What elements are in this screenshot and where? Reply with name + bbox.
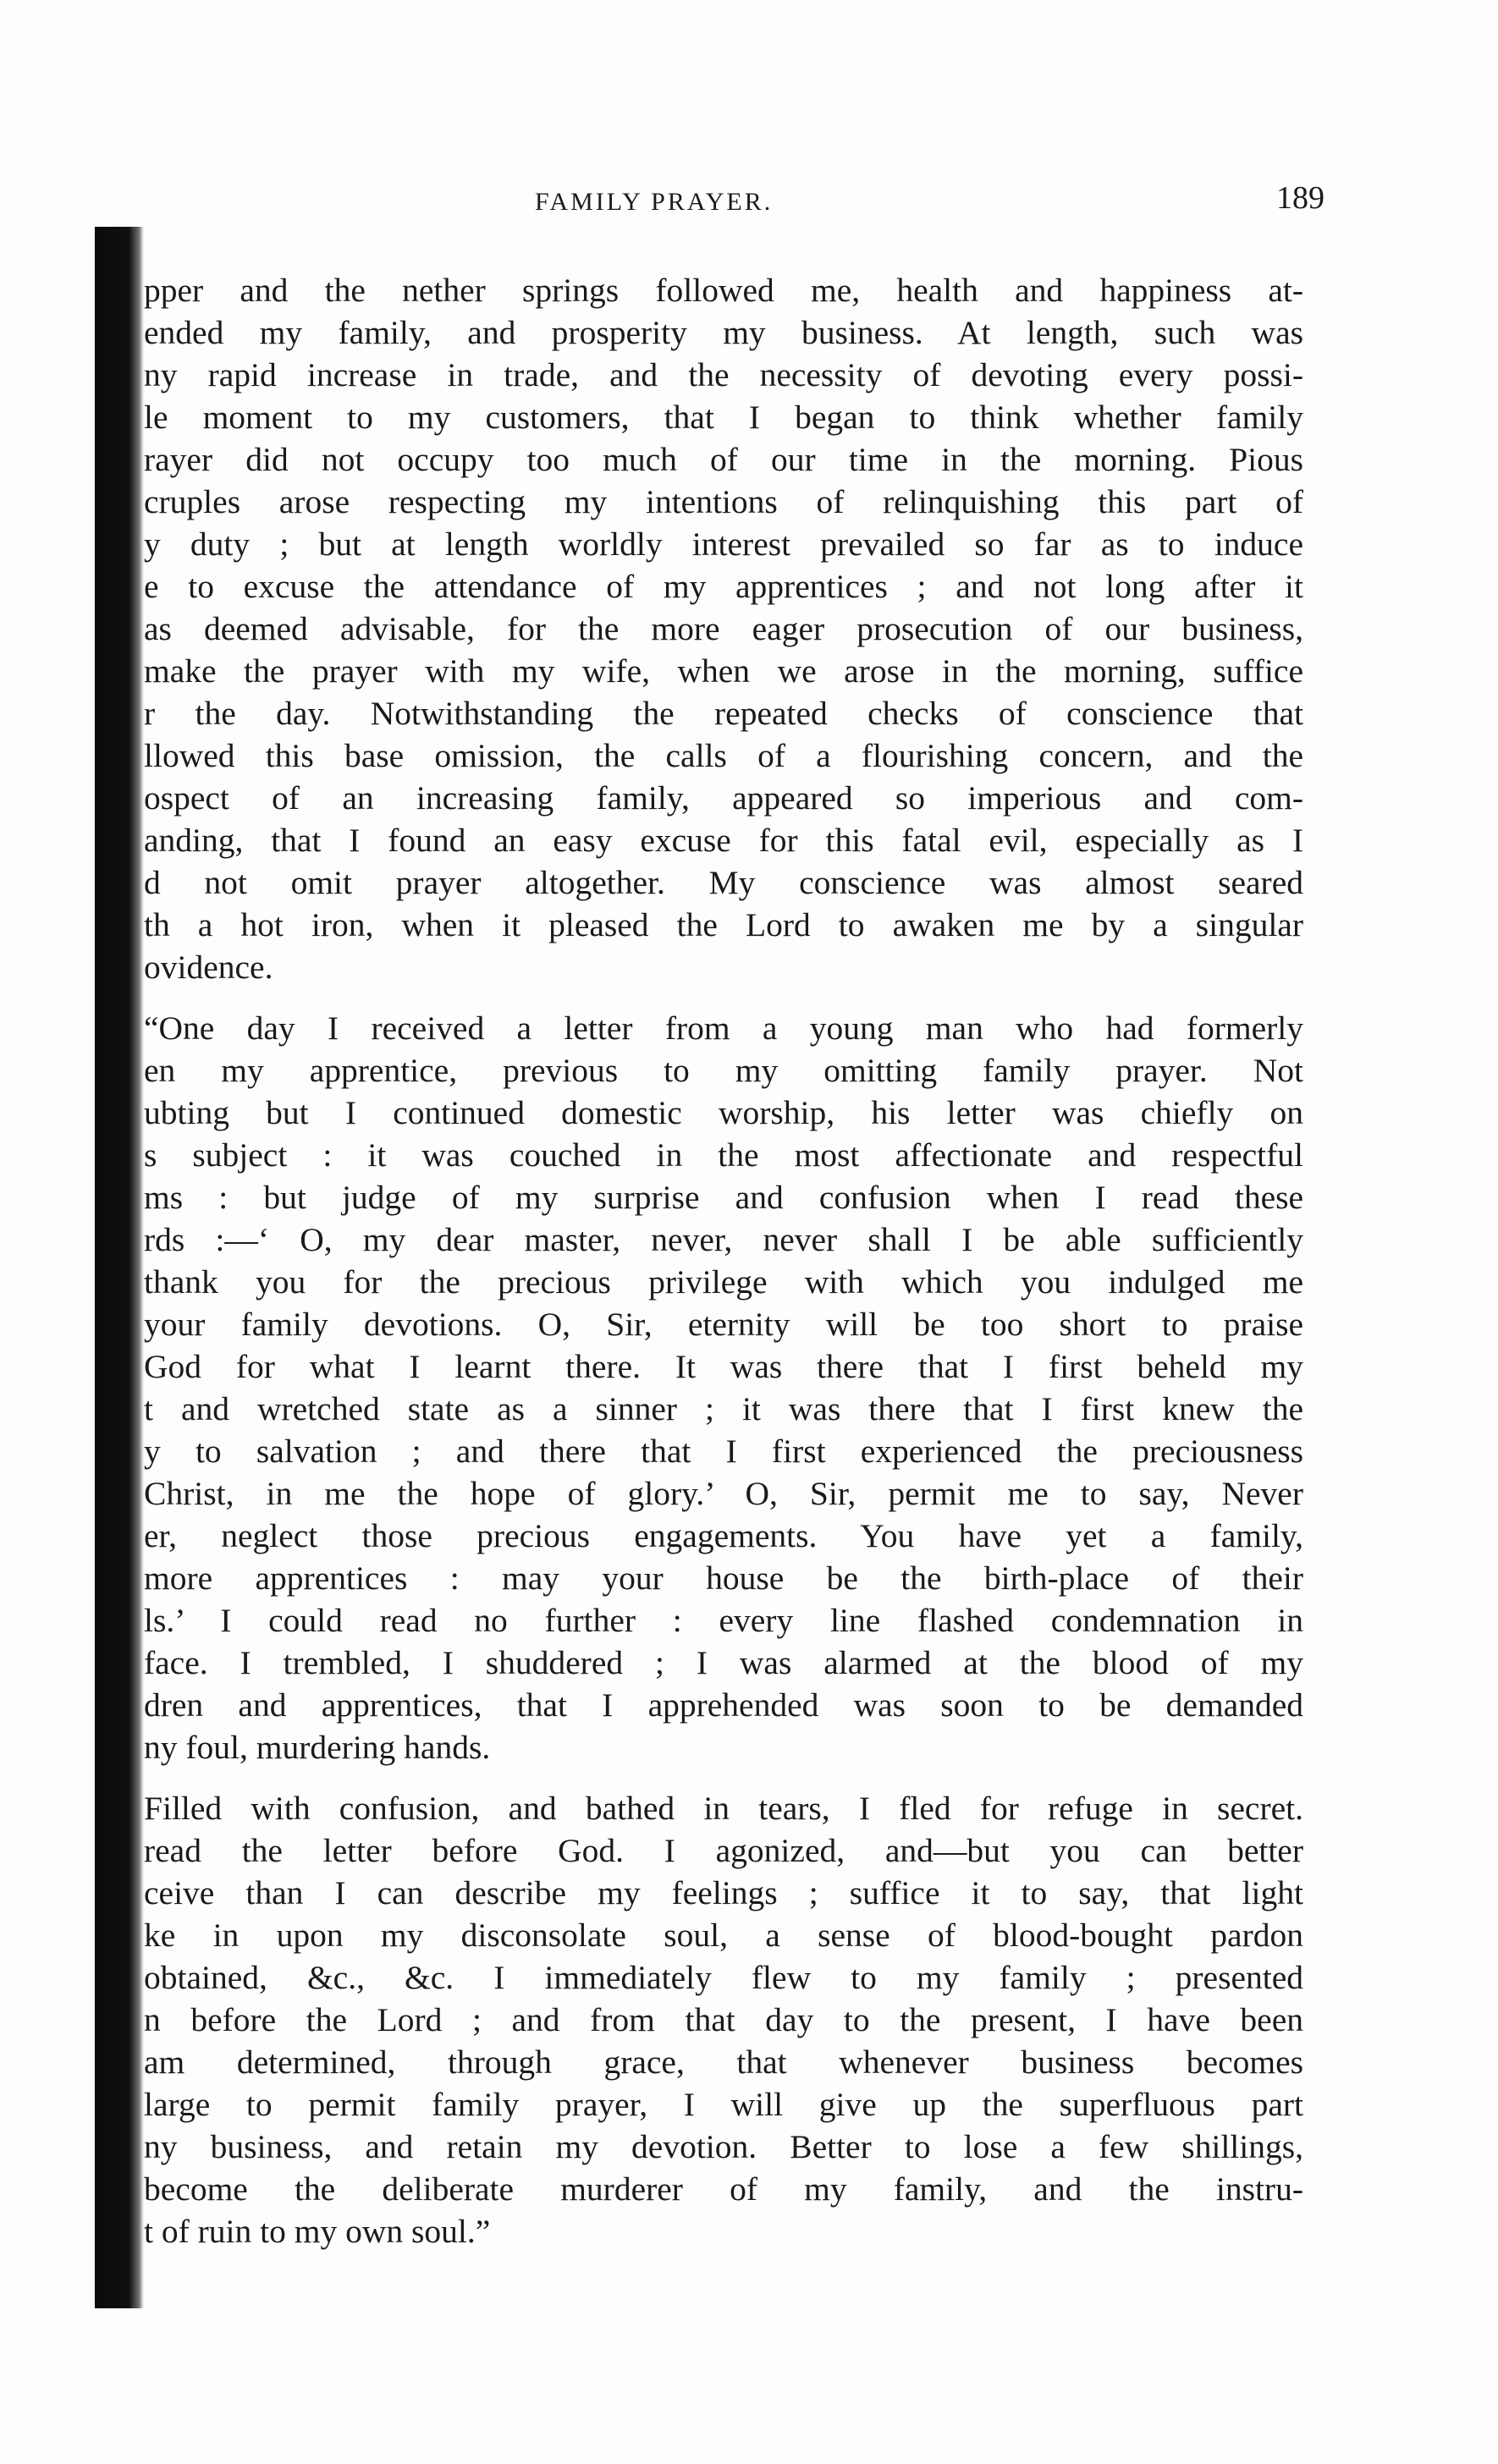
text-line: am determined, through grace, that whenever business becomes — [144, 2043, 1303, 2081]
text-line: “One day I received a letter from a young man who had formerly — [144, 1009, 1303, 1047]
text-line: rds :—‘ O, my dear master, never, never shall I be able sufficiently — [144, 1221, 1303, 1258]
body-text — [144, 269, 1303, 2252]
text-line: Filled with confusion, and bathed in tears, I fled for refuge in secret. — [144, 1790, 1303, 1827]
text-line: rayer did not occupy too much of our time in the morning. Pious — [144, 441, 1303, 478]
text-line: your family devotions. O, Sir, eternity will be too short to praise — [144, 1306, 1303, 1343]
text-line: y to salvation ; and there that I first experienced the preciousness — [144, 1433, 1303, 1470]
running-head: FAMILY PRAYER. — [535, 188, 774, 216]
text-line: y duty ; but at length worldly interest prevailed so far as to induce — [144, 525, 1303, 563]
page-number: 189 — [1276, 180, 1325, 216]
text-line: more apprentices : may your house be the birth-place of their — [144, 1559, 1303, 1597]
text-line: become the deliberate murderer of my family, and the instru- — [144, 2170, 1303, 2208]
text-line: dren and apprentices, that I apprehended was soon to be demanded — [144, 1686, 1303, 1724]
text-line: ubting but I continued domestic worship, his letter was chiefly on — [144, 1094, 1303, 1131]
text-line: t and wretched state as a sinner ; it was there that I first knew the — [144, 1390, 1303, 1427]
text-line: th a hot iron, when it pleased the Lord to awaken me by a singular — [144, 906, 1303, 943]
text-line: en my apprentice, previous to my omitting family prayer. Not — [144, 1052, 1303, 1089]
text-line: r the day. Notwithstanding the repeated checks of conscience that — [144, 695, 1303, 732]
text-line: pper and the nether springs followed me, health and happiness at- — [144, 272, 1303, 309]
text-line: ended my family, and prosperity my business. At length, such was — [144, 314, 1303, 351]
text-line: read the letter before God. I agonized, and—but you can better — [144, 1832, 1303, 1869]
text-line: ceive than I can describe my feelings ; suffice it to say, that light — [144, 1874, 1303, 1911]
paragraph-1 — [144, 269, 1303, 988]
text-line: Christ, in me the hope of glory.’ O, Sir, permit me to say, Never — [144, 1475, 1303, 1512]
text-line: ms : but judge of my surprise and confusion when I read these — [144, 1179, 1303, 1216]
text-line: n before the Lord ; and from that day to the present, I have been — [144, 2001, 1303, 2038]
paragraph-spacer — [144, 1768, 1303, 1787]
text-line: face. I trembled, I shuddered ; I was alarmed at the blood of my — [144, 1644, 1303, 1681]
paragraph-2 — [144, 1007, 1303, 1768]
text-line: ovidence. — [144, 949, 273, 986]
text-line: ls.’ I could read no further : every line flashed condemnation in — [144, 1602, 1303, 1639]
text-line: er, neglect those precious engagements. You have yet a family, — [144, 1517, 1303, 1554]
text-line: le moment to my customers, that I began to think whether family — [144, 399, 1303, 436]
text-line: ny rapid increase in trade, and the necessity of devoting every possi- — [144, 356, 1303, 393]
text-line: e to excuse the attendance of my apprentices ; and not long after it — [144, 568, 1303, 605]
text-line: llowed this base omission, the calls of a flourishing concern, and the — [144, 737, 1303, 774]
text-line: as deemed advisable, for the more eager prosecution of our business, — [144, 610, 1303, 647]
text-line: ke in upon my disconsolate soul, a sense of blood-bought pardon — [144, 1917, 1303, 1954]
paragraph-3 — [144, 1787, 1303, 2252]
text-line: large to permit family prayer, I will give up the superfluous part — [144, 2086, 1303, 2123]
text-line: anding, that I found an easy excuse for this fatal evil, especially as I — [144, 822, 1303, 859]
text-line: ospect of an increasing family, appeared so imperious and com- — [144, 779, 1303, 817]
text-line: make the prayer with my wife, when we arose in the morning, suffice — [144, 652, 1303, 690]
text-line: cruples arose respecting my intentions of relinquishing this part of — [144, 483, 1303, 520]
text-line: God for what I learnt there. It was there that I first beheld my — [144, 1348, 1303, 1385]
paragraph-spacer — [144, 988, 1303, 1007]
text-line: t of ruin to my own soul.” — [144, 2213, 491, 2250]
text-line: s subject : it was couched in the most affectionate and respectful — [144, 1136, 1303, 1174]
binding-shadow — [95, 227, 144, 2308]
text-line: thank you for the precious privilege with which you indulged me — [144, 1263, 1303, 1301]
text-line: d not omit prayer altogether. My conscience was almost seared — [144, 864, 1303, 901]
text-line: obtained, &c., &c. I immediately flew to my family ; presented — [144, 1959, 1303, 1996]
text-line: ny foul, murdering hands. — [144, 1729, 491, 1766]
text-line: ny business, and retain my devotion. Better to lose a few shillings, — [144, 2128, 1303, 2165]
